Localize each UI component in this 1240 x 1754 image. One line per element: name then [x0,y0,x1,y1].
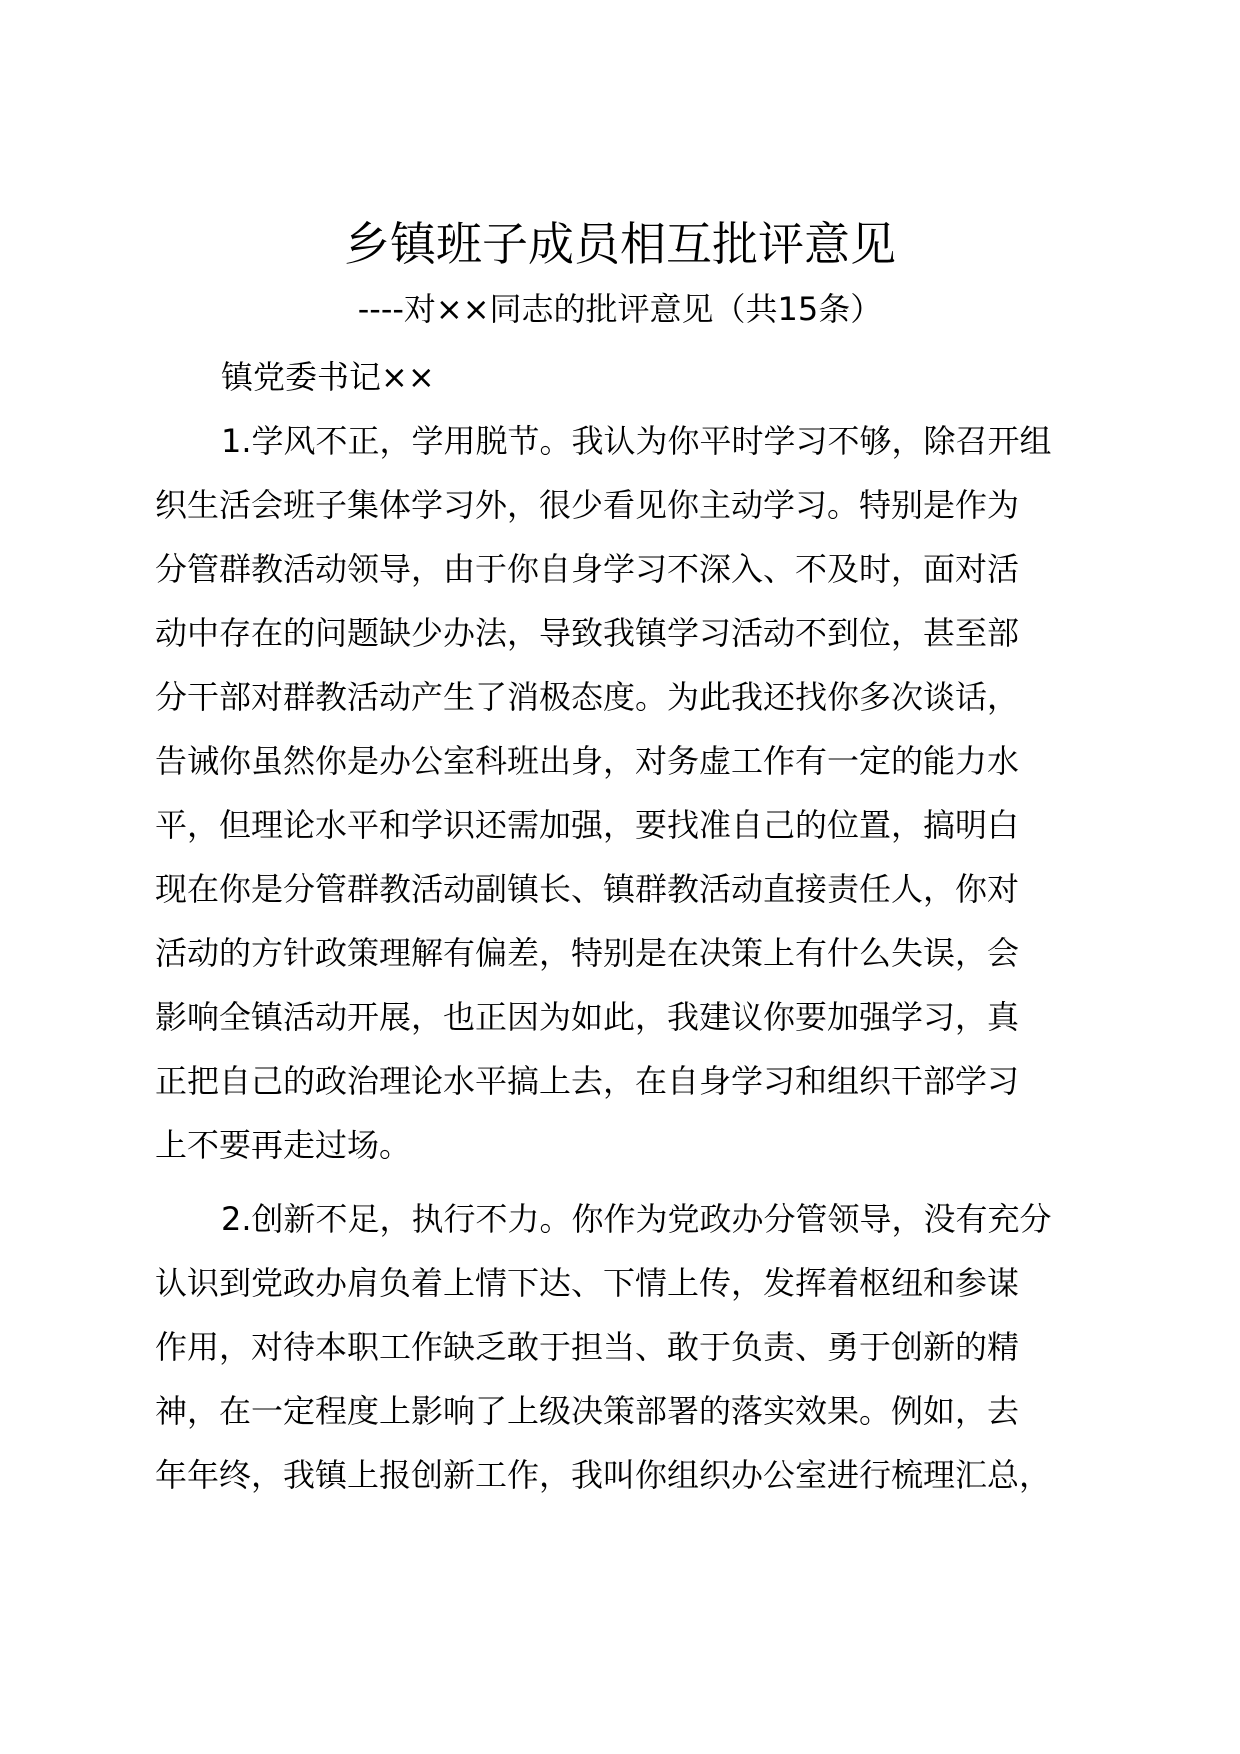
paragraph-line: 1.学风不正，学用脱节。我认为你平时学习不够，除召开组 [221,422,1052,460]
document-title: 乡镇班子成员相互批评意见 [344,217,896,271]
addressee-line: 镇党委书记×× [221,358,435,396]
paragraph-line: 2.创新不足，执行不力。你作为党政办分管领导，没有充分 [221,1200,1052,1238]
paragraph-line: 织生活会班子集体学习外，很少看见你主动学习。特别是作为 [155,486,1020,524]
paragraph-line: 认识到党政办肩负着上情下达、下情上传，发挥着枢纽和参谋 [155,1264,1020,1302]
paragraph-line: 上不要再走过场。 [155,1126,412,1164]
paragraph-line: 分管群教活动领导，由于你自身学习不深入、不及时，面对活 [155,550,1020,588]
paragraph-line: 现在你是分管群教活动副镇长、镇群教活动直接责任人，你对 [155,870,1020,908]
paragraph-line: 动中存在的问题缺少办法，导致我镇学习活动不到位，甚至部 [155,614,1020,652]
paragraph-line: 活动的方针政策理解有偏差，特别是在决策上有什么失误，会 [155,934,1020,972]
paragraph-line: 分干部对群教活动产生了消极态度。为此我还找你多次谈话， [155,678,1020,716]
paragraph-line: 告诫你虽然你是办公室科班出身，对务虚工作有一定的能力水 [155,742,1020,780]
paragraph-line: 影响全镇活动开展，也正因为如此，我建议你要加强学习，真 [155,998,1020,1036]
document-subtitle: ----对××同志的批评意见（共15条） [357,290,883,328]
paragraph-line: 神，在一定程度上影响了上级决策部署的落实效果。例如，去 [155,1392,1020,1430]
paragraph-line: 年年终，我镇上报创新工作，我叫你组织办公室进行梳理汇总， [155,1456,1052,1494]
paragraph-line: 平，但理论水平和学识还需加强，要找准自己的位置，搞明白 [155,806,1020,844]
paragraph-line: 作用，对待本职工作缺乏敢于担当、敢于负责、勇于创新的精 [155,1328,1020,1366]
paragraph-line: 正把自己的政治理论水平搞上去，在自身学习和组织干部学习 [155,1062,1020,1100]
